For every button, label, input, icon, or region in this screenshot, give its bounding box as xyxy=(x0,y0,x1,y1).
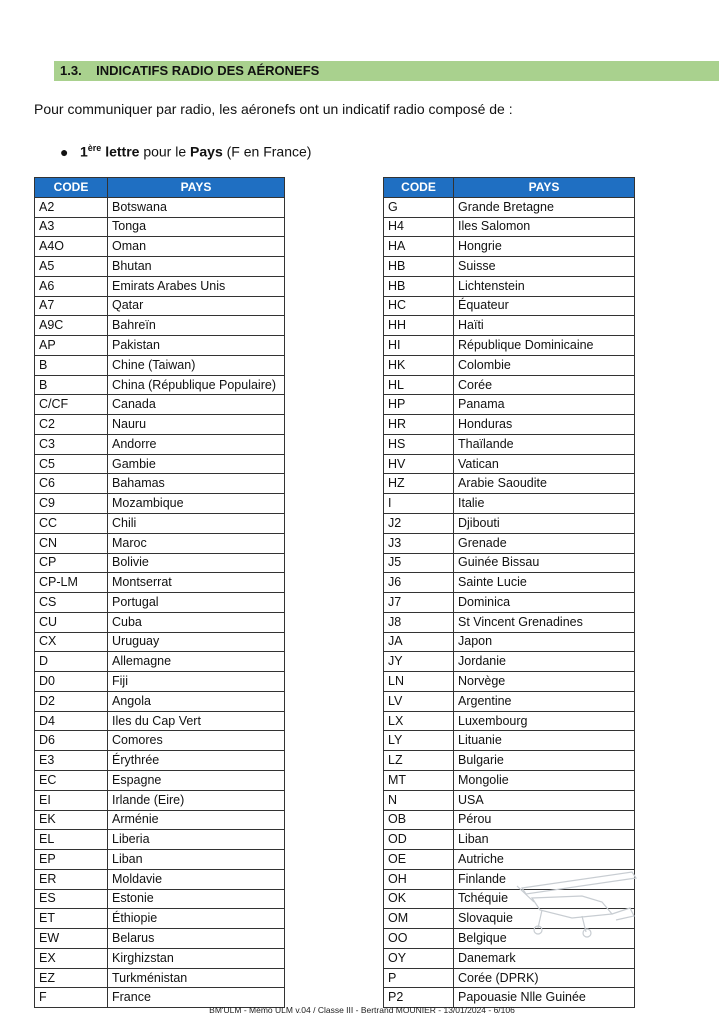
pays-header: PAYS xyxy=(454,178,635,198)
code-cell: CX xyxy=(35,632,108,652)
code-cell: OO xyxy=(384,929,454,949)
code-cell: A7 xyxy=(35,296,108,316)
country-cell: Danemark xyxy=(454,948,635,968)
table-row xyxy=(384,593,635,613)
country-cell: Papouasie Nlle Guinée xyxy=(454,988,635,1008)
table-row xyxy=(384,434,635,454)
code-cell: A6 xyxy=(35,276,108,296)
code-cell: C3 xyxy=(35,434,108,454)
code-cell: J2 xyxy=(384,514,454,534)
table-row xyxy=(384,415,635,435)
code-cell: D xyxy=(35,652,108,672)
section-title: INDICATIFS RADIO DES AÉRONEFS xyxy=(96,63,320,78)
code-cell: CC xyxy=(35,514,108,534)
code-header: CODE xyxy=(384,178,454,198)
country-cell: Guinée Bissau xyxy=(454,553,635,573)
table-row xyxy=(384,533,635,553)
code-cell: EL xyxy=(35,830,108,850)
table-row xyxy=(35,731,285,751)
country-cell: Sainte Lucie xyxy=(454,573,635,593)
country-cell: République Dominicaine xyxy=(454,336,635,356)
code-cell: CN xyxy=(35,533,108,553)
table-row xyxy=(35,296,285,316)
table-row xyxy=(35,948,285,968)
country-cell: Montserrat xyxy=(108,573,285,593)
table-row xyxy=(384,830,635,850)
code-cell: EX xyxy=(35,948,108,968)
table-row xyxy=(35,909,285,929)
country-cell: Tonga xyxy=(108,217,285,237)
country-cell: Bahamas xyxy=(108,474,285,494)
country-cell: St Vincent Grenadines xyxy=(454,612,635,632)
code-cell: EC xyxy=(35,770,108,790)
country-cell: USA xyxy=(454,790,635,810)
country-cell: Luxembourg xyxy=(454,711,635,731)
code-cell: D4 xyxy=(35,711,108,731)
bullet-sup: ère xyxy=(87,143,102,153)
country-cell: Grenade xyxy=(454,533,635,553)
table-row xyxy=(35,395,285,415)
country-cell: Italie xyxy=(454,494,635,514)
table-row xyxy=(35,237,285,257)
table-row xyxy=(384,375,635,395)
code-cell: A3 xyxy=(35,217,108,237)
code-cell: A9C xyxy=(35,316,108,336)
table-row xyxy=(35,672,285,692)
table-row xyxy=(384,355,635,375)
bullet-word: lettre xyxy=(105,143,140,160)
code-cell: OB xyxy=(384,810,454,830)
code-cell: C2 xyxy=(35,415,108,435)
code-cell: ET xyxy=(35,909,108,929)
table-row xyxy=(35,929,285,949)
country-cell: Tchéquie xyxy=(454,889,635,909)
table-row xyxy=(384,632,635,652)
country-cell: Portugal xyxy=(108,593,285,613)
table-row xyxy=(384,197,635,217)
code-cell: J3 xyxy=(384,533,454,553)
table-row xyxy=(35,810,285,830)
country-cell: Éthiopie xyxy=(108,909,285,929)
table-row xyxy=(35,474,285,494)
country-cell: Irlande (Eire) xyxy=(108,790,285,810)
table-row xyxy=(35,553,285,573)
table-row xyxy=(384,948,635,968)
table-row xyxy=(384,731,635,751)
country-cell: Maroc xyxy=(108,533,285,553)
table-row xyxy=(35,257,285,277)
table-row xyxy=(384,553,635,573)
code-cell: HR xyxy=(384,415,454,435)
table-row xyxy=(35,276,285,296)
country-cell: Arabie Saoudite xyxy=(454,474,635,494)
code-cell: ES xyxy=(35,889,108,909)
table-row xyxy=(35,770,285,790)
table-row xyxy=(35,652,285,672)
code-cell: OM xyxy=(384,909,454,929)
country-cell: Bulgarie xyxy=(454,751,635,771)
table-row xyxy=(35,612,285,632)
country-cell: Kirghizstan xyxy=(108,948,285,968)
country-cell: Lichtenstein xyxy=(454,276,635,296)
code-cell: ER xyxy=(35,869,108,889)
country-cell: Espagne xyxy=(108,770,285,790)
code-cell: P2 xyxy=(384,988,454,1008)
code-cell: OD xyxy=(384,830,454,850)
country-cell: Liberia xyxy=(108,830,285,850)
ultralight-plane-icon xyxy=(512,858,652,938)
table-row xyxy=(384,573,635,593)
code-cell: JY xyxy=(384,652,454,672)
code-cell: CS xyxy=(35,593,108,613)
code-cell: MT xyxy=(384,770,454,790)
code-cell: G xyxy=(384,197,454,217)
country-cell: Autriche xyxy=(454,850,635,870)
country-cell: Norvège xyxy=(454,672,635,692)
table-row xyxy=(35,494,285,514)
table-row xyxy=(384,474,635,494)
code-cell: HK xyxy=(384,355,454,375)
country-cell: Hongrie xyxy=(454,237,635,257)
code-cell: EI xyxy=(35,790,108,810)
table-row xyxy=(384,790,635,810)
code-cell: D6 xyxy=(35,731,108,751)
country-cell: Liban xyxy=(108,850,285,870)
code-cell: J8 xyxy=(384,612,454,632)
country-cell: Canada xyxy=(108,395,285,415)
table-row xyxy=(35,751,285,771)
country-cell: Iles du Cap Vert xyxy=(108,711,285,731)
country-cell: Corée xyxy=(454,375,635,395)
code-cell: LV xyxy=(384,691,454,711)
code-cell: OH xyxy=(384,869,454,889)
country-cell: Suisse xyxy=(454,257,635,277)
table-row xyxy=(35,632,285,652)
country-cell: Lituanie xyxy=(454,731,635,751)
page-footer: BM'ULM - Mémo ULM v.04 / Classe III - Bertrand MOUNIER - 13/01/2024 - 6/106 xyxy=(209,1005,515,1015)
bullet-bold: Pays xyxy=(190,143,223,160)
code-cell: EK xyxy=(35,810,108,830)
table-header-row xyxy=(384,178,635,198)
code-cell: HI xyxy=(384,336,454,356)
country-cell: Belgique xyxy=(454,929,635,949)
bullet-text1: pour le xyxy=(139,143,191,160)
code-cell: EZ xyxy=(35,968,108,988)
code-cell: J5 xyxy=(384,553,454,573)
country-cell: Pérou xyxy=(454,810,635,830)
country-cell: Mozambique xyxy=(108,494,285,514)
table-row xyxy=(35,830,285,850)
code-cell: A4O xyxy=(35,237,108,257)
country-cell: Chine (Taiwan) xyxy=(108,355,285,375)
country-cell: Djibouti xyxy=(454,514,635,534)
table-row xyxy=(35,375,285,395)
country-cell: Qatar xyxy=(108,296,285,316)
table-row xyxy=(384,612,635,632)
table-row xyxy=(35,968,285,988)
country-cell: Pakistan xyxy=(108,336,285,356)
code-cell: I xyxy=(384,494,454,514)
table-row xyxy=(35,573,285,593)
table-row xyxy=(35,434,285,454)
country-cell: Thaïlande xyxy=(454,434,635,454)
country-cell: Uruguay xyxy=(108,632,285,652)
code-cell: HV xyxy=(384,454,454,474)
table-row xyxy=(384,672,635,692)
code-cell: N xyxy=(384,790,454,810)
table-row xyxy=(35,889,285,909)
table-row xyxy=(384,691,635,711)
country-cell: Vatican xyxy=(454,454,635,474)
table-row xyxy=(35,533,285,553)
table-row xyxy=(35,711,285,731)
table-row xyxy=(35,454,285,474)
country-cell: Andorre xyxy=(108,434,285,454)
table-row xyxy=(384,514,635,534)
table-row xyxy=(35,691,285,711)
table-row xyxy=(35,869,285,889)
country-cell: Arménie xyxy=(108,810,285,830)
code-cell: F xyxy=(35,988,108,1008)
table-header-row xyxy=(35,178,285,198)
code-cell: HB xyxy=(384,276,454,296)
country-cell: Estonie xyxy=(108,889,285,909)
country-cell: Japon xyxy=(454,632,635,652)
table-row xyxy=(35,850,285,870)
code-cell: J6 xyxy=(384,573,454,593)
country-cell: Colombie xyxy=(454,355,635,375)
country-cell: Oman xyxy=(108,237,285,257)
code-cell: LY xyxy=(384,731,454,751)
table-row xyxy=(35,790,285,810)
code-cell: CU xyxy=(35,612,108,632)
country-cell: Jordanie xyxy=(454,652,635,672)
country-cell: Bhutan xyxy=(108,257,285,277)
table-row xyxy=(384,770,635,790)
country-cell: Nauru xyxy=(108,415,285,435)
code-cell: E3 xyxy=(35,751,108,771)
intro-text: Pour communiquer par radio, les aéronefs ont un indicatif radio composé de : xyxy=(34,101,513,117)
code-cell: OK xyxy=(384,889,454,909)
country-cell: Honduras xyxy=(454,415,635,435)
code-cell: HP xyxy=(384,395,454,415)
table-row xyxy=(384,316,635,336)
code-cell: A2 xyxy=(35,197,108,217)
table-row xyxy=(35,415,285,435)
code-cell: C5 xyxy=(35,454,108,474)
bullet-text2: (F en France) xyxy=(222,143,312,160)
table-row xyxy=(384,395,635,415)
code-cell: LN xyxy=(384,672,454,692)
country-cell: France xyxy=(108,988,285,1008)
table-row xyxy=(35,593,285,613)
country-cell: Turkménistan xyxy=(108,968,285,988)
code-cell: D0 xyxy=(35,672,108,692)
section-heading xyxy=(54,61,719,81)
country-cell: Allemagne xyxy=(108,652,285,672)
country-cell: Haïti xyxy=(454,316,635,336)
country-cell: Mongolie xyxy=(454,770,635,790)
table-row xyxy=(384,336,635,356)
code-cell: AP xyxy=(35,336,108,356)
code-cell: OY xyxy=(384,948,454,968)
country-cell: Emirats Arabes Unis xyxy=(108,276,285,296)
code-cell: LX xyxy=(384,711,454,731)
table-row xyxy=(384,454,635,474)
code-cell: HS xyxy=(384,434,454,454)
table-row xyxy=(35,336,285,356)
table-row xyxy=(384,276,635,296)
table-row xyxy=(384,257,635,277)
table-row xyxy=(384,652,635,672)
code-cell: HZ xyxy=(384,474,454,494)
table-row xyxy=(35,355,285,375)
table-row xyxy=(35,217,285,237)
code-cell: HC xyxy=(384,296,454,316)
country-cell: Botswana xyxy=(108,197,285,217)
country-cell: China (République Populaire) xyxy=(108,375,285,395)
table-row xyxy=(384,237,635,257)
country-cell: Belarus xyxy=(108,929,285,949)
code-cell: EP xyxy=(35,850,108,870)
code-cell: LZ xyxy=(384,751,454,771)
code-cell: A5 xyxy=(35,257,108,277)
code-cell: OE xyxy=(384,850,454,870)
code-cell: HH xyxy=(384,316,454,336)
left-code-table xyxy=(34,177,285,1008)
country-cell: Panama xyxy=(454,395,635,415)
code-cell: B xyxy=(35,355,108,375)
bullet-num: 1 xyxy=(80,143,88,160)
code-cell: C9 xyxy=(35,494,108,514)
code-cell: C/CF xyxy=(35,395,108,415)
table-row xyxy=(384,494,635,514)
code-cell: CP-LM xyxy=(35,573,108,593)
table-row xyxy=(384,711,635,731)
code-cell: H4 xyxy=(384,217,454,237)
country-cell: Comores xyxy=(108,731,285,751)
code-cell: D2 xyxy=(35,691,108,711)
country-cell: Fiji xyxy=(108,672,285,692)
code-cell: EW xyxy=(35,929,108,949)
table-row xyxy=(35,316,285,336)
country-cell: Grande Bretagne xyxy=(454,197,635,217)
country-cell: Dominica xyxy=(454,593,635,613)
country-cell: Finlande xyxy=(454,869,635,889)
table-row xyxy=(384,810,635,830)
country-cell: Slovaquie xyxy=(454,909,635,929)
country-cell: Corée (DPRK) xyxy=(454,968,635,988)
country-cell: Angola xyxy=(108,691,285,711)
country-cell: Cuba xyxy=(108,612,285,632)
country-cell: Iles Salomon xyxy=(454,217,635,237)
country-cell: Argentine xyxy=(454,691,635,711)
pays-header: PAYS xyxy=(108,178,285,198)
country-cell: Gambie xyxy=(108,454,285,474)
code-cell: JA xyxy=(384,632,454,652)
code-cell: CP xyxy=(35,553,108,573)
country-cell: Érythrée xyxy=(108,751,285,771)
table-row xyxy=(384,296,635,316)
country-cell: Chili xyxy=(108,514,285,534)
bullet-item xyxy=(60,139,311,161)
country-cell: Équateur xyxy=(454,296,635,316)
country-cell: Moldavie xyxy=(108,869,285,889)
country-cell: Bahreïn xyxy=(108,316,285,336)
code-cell: HL xyxy=(384,375,454,395)
bullet-icon: ● xyxy=(60,143,69,160)
code-cell: HA xyxy=(384,237,454,257)
country-cell: Liban xyxy=(454,830,635,850)
country-cell: Bolivie xyxy=(108,553,285,573)
code-cell: P xyxy=(384,968,454,988)
code-cell: HB xyxy=(384,257,454,277)
code-cell: C6 xyxy=(35,474,108,494)
section-number: 1.3. xyxy=(60,63,82,78)
code-cell: J7 xyxy=(384,593,454,613)
table-row xyxy=(35,197,285,217)
code-header: CODE xyxy=(35,178,108,198)
table-row xyxy=(384,217,635,237)
table-row xyxy=(384,751,635,771)
code-cell: B xyxy=(35,375,108,395)
table-row xyxy=(384,968,635,988)
table-row xyxy=(35,514,285,534)
